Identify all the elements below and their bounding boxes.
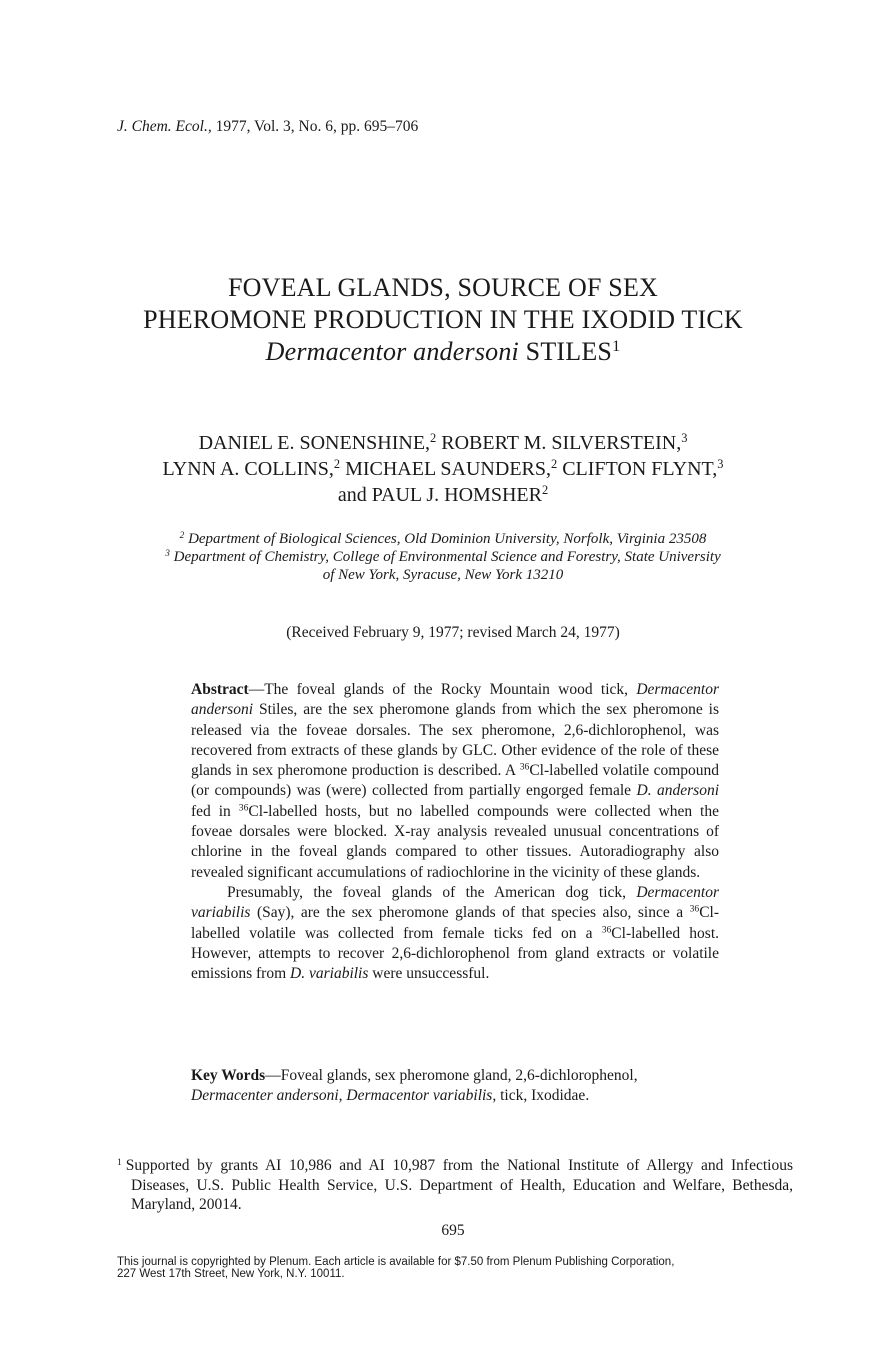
affiliation-3 [0, 548, 886, 566]
affiliation-2 [0, 530, 886, 548]
abstract-species: Dermacentor andersoni [191, 681, 720, 719]
abstract-text: Cl-labelled hosts, but no labelled compounds were collected when the foveae dorsales were blocked. X-ray analysis revealed unusual concentrations of chlorine in the foveal glands compared to other tissues. Autoradiography also revealed significant accumulations of radiochlorine in the vicinity of these glands. [191, 802, 719, 881]
author-affil-mark: 2 [541, 483, 549, 498]
keywords-label: Key Words [191, 1067, 266, 1084]
author-name: ROBERT M. SILVERSTEIN, [441, 432, 682, 454]
keywords-species: Dermacenter andersoni, Dermacentor variabilis, [191, 1087, 497, 1105]
abstract-text: —The foveal glands of the Rocky Mountain wood tick, [248, 681, 629, 698]
footnote [117, 1156, 793, 1215]
title-stiles: STILES [525, 337, 613, 366]
title-footnote-mark: 1 [612, 338, 621, 356]
citation-line [117, 118, 418, 136]
author-list [0, 430, 886, 508]
page-number: 695 [441, 1222, 465, 1239]
title-species: Dermacentor andersoni [265, 337, 519, 366]
abstract-paragraph-2 [191, 883, 719, 984]
title-line-3 [0, 336, 886, 368]
abstract-label: Abstract [191, 681, 249, 698]
abstract-text: fed in [191, 802, 231, 820]
affiliation-text: Department of Biological Sciences, Old Dominion University, Norfolk, Virginia 23508 [188, 531, 707, 547]
copyright-line-1: This journal is copyrighted by Plenum. Each article is available for $7.50 from Plenum Publishing Corporation, [117, 1256, 675, 1268]
isotope-mark: 36 [689, 903, 700, 915]
footnote-mark: 1 [117, 1156, 122, 1168]
affiliation-text: Department of Chemistry, College of Environmental Science and Forestry, State University [173, 549, 721, 565]
author-name: and PAUL J. HOMSHER [337, 484, 542, 506]
abstract-species: Dermacentor variabilis [191, 883, 720, 922]
abstract [191, 680, 719, 984]
title-line-1: FOVEAL GLANDS, SOURCE OF SEX [227, 273, 659, 302]
copyright-notice [117, 1256, 797, 1280]
abstract-text: Cl-labelled host. However, attempts to recover 2,6-dichlorophenol from gland extracts or volatile emissions from [191, 924, 720, 983]
paper-title [0, 272, 886, 368]
author-affil-mark: 3 [681, 431, 688, 446]
affiliation-3-cont: of New York, Syracuse, New York 13210 [322, 567, 564, 583]
title-line-2: PHEROMONE PRODUCTION IN THE IXODID TICK [143, 305, 743, 334]
received-dates: (Received February 9, 1977; revised March 24, 1977) [286, 624, 620, 641]
affiliation-mark: 3 [165, 548, 170, 559]
abstract-text: Presumably, the foveal glands of the American dog tick, [227, 883, 627, 901]
journal-name: J. Chem. Ecol., [117, 118, 212, 135]
author-affil-mark: 2 [430, 431, 437, 446]
isotope-mark: 36 [519, 761, 530, 773]
copyright-line-2: 227 West 17th Street, New York, N.Y. 10011. [117, 1268, 345, 1280]
keywords-text: —Foveal glands, sex pheromone gland, 2,6-dichlorophenol, [265, 1067, 638, 1084]
author-line-1 [0, 430, 886, 456]
affiliations [0, 530, 886, 584]
author-name: DANIEL E. SONENSHINE, [198, 432, 431, 454]
author-name: MICHAEL SAUNDERS, [345, 458, 551, 480]
abstract-text: were unsuccessful. [372, 965, 490, 983]
author-line-2 [0, 456, 886, 482]
author-affil-mark: 3 [717, 457, 724, 472]
abstract-text: (Say), are the sex pheromone glands of that species also, since a [256, 904, 684, 922]
abstract-text: Cl-labelled volatile was collected from female ticks fed on a [191, 904, 720, 942]
author-line-3 [0, 482, 886, 508]
affiliation-mark: 2 [179, 530, 185, 541]
author-name: CLIFTON FLYNT, [562, 458, 718, 480]
footnote-body [117, 1156, 793, 1215]
author-name: LYNN A. COLLINS, [162, 458, 334, 480]
abstract-species: D. variabilis [290, 965, 369, 983]
citation-details: 1977, Vol. 3, No. 6, pp. 695–706 [215, 118, 419, 135]
footnote-text: Supported by grants AI 10,986 and AI 10,987 from the National Institute of Allergy and Infectious Diseases, U.S. Public Health Service, U.S. Department of Health, Education and Welfare, Bethesda, Maryland, 20014. [125, 1157, 793, 1213]
author-affil-mark: 2 [333, 457, 341, 472]
abstract-species: D. andersoni [636, 782, 720, 800]
keywords-text: tick, Ixodidae. [500, 1087, 590, 1105]
isotope-mark: 36 [601, 924, 612, 936]
abstract-text: Stiles, are the sex pheromone glands from which the sex pheromone is released via the foveae dorsales. The sex pheromone, 2,6-dichlorophenol, was recovered from extracts of these glands by GLC. Other evidence of the role of these glands in sex pheromone production is described. A [191, 701, 720, 780]
abstract-text: Cl-labelled volatile compound (or compounds) was (were) collected from partially engorged female [191, 762, 720, 800]
abstract-paragraph-1 [191, 680, 719, 883]
key-words [191, 1066, 719, 1107]
author-affil-mark: 2 [551, 457, 558, 472]
isotope-mark: 36 [238, 802, 249, 814]
